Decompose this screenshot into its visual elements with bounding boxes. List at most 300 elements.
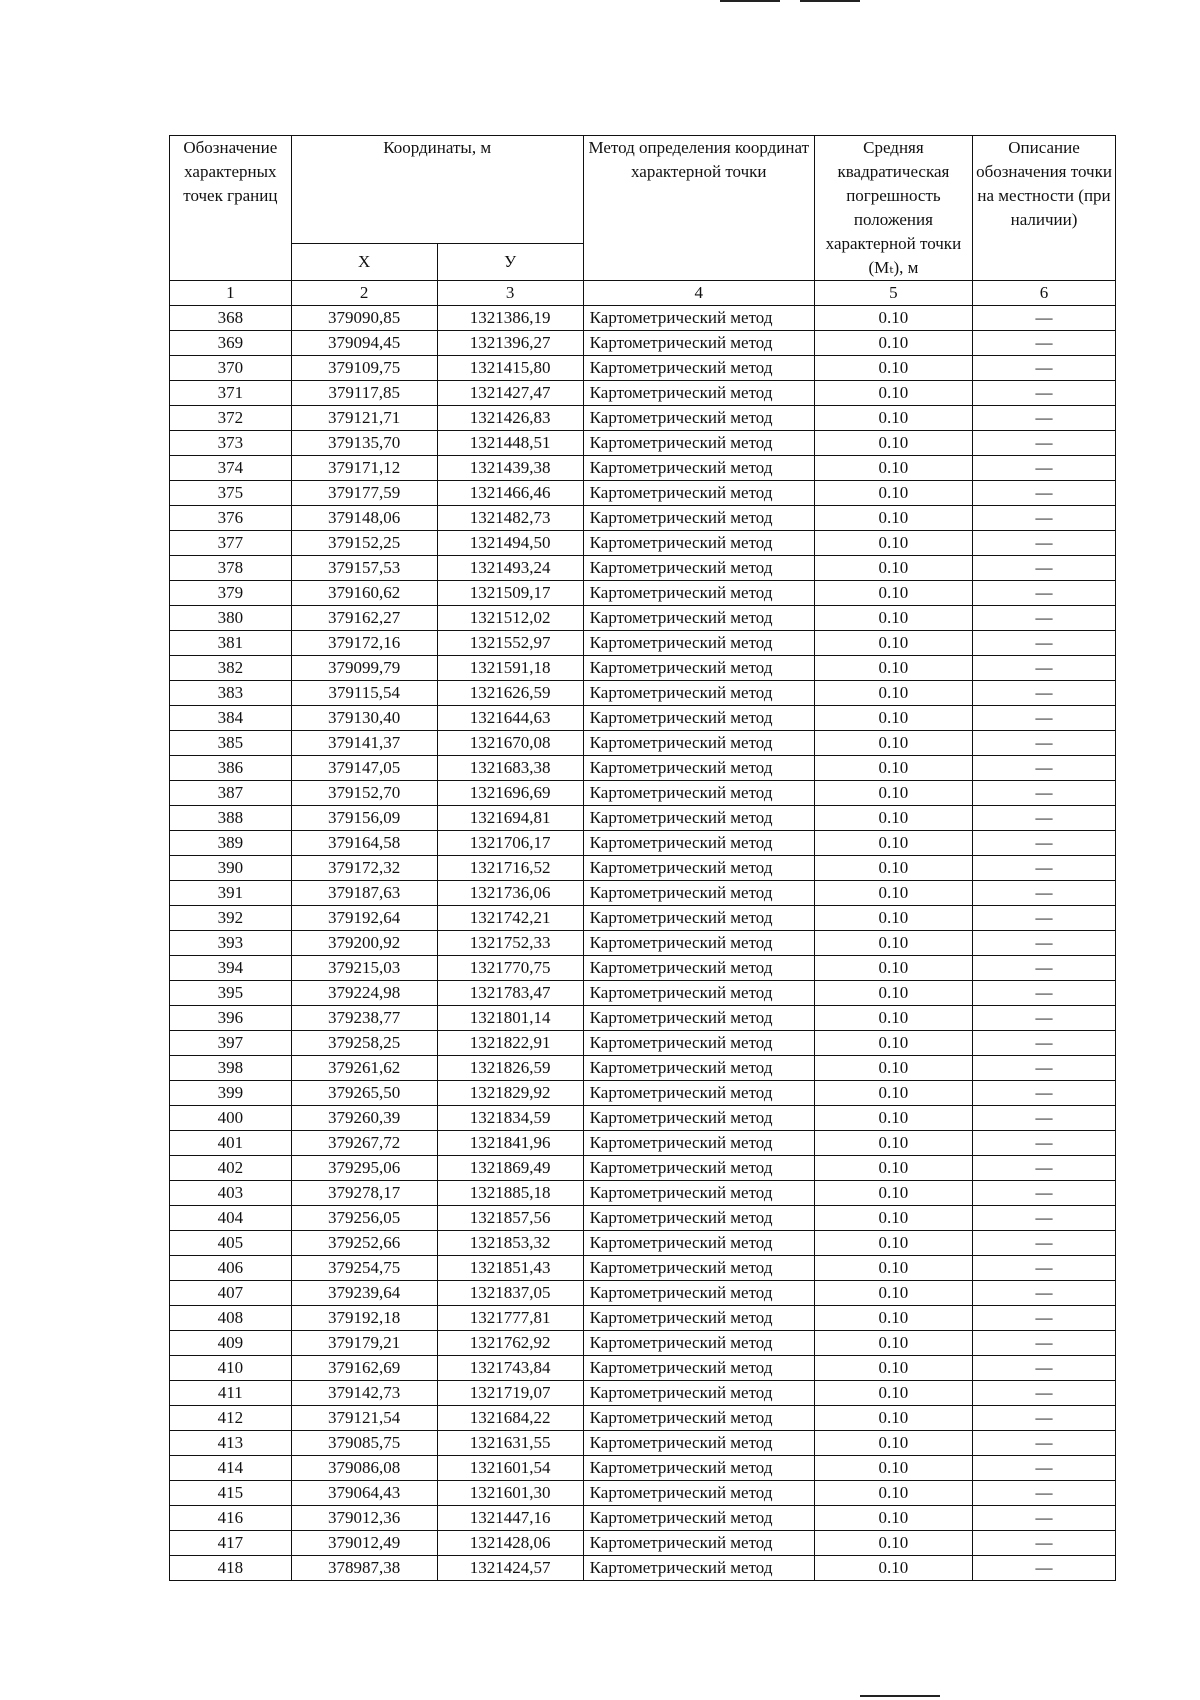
error-cell: 0.10 [814,381,972,406]
table-row [170,331,1116,356]
y-coordinate-cell: 1321696,69 [437,781,583,806]
table-row [170,1406,1116,1431]
x-coordinate-cell: 379109,75 [291,356,437,381]
x-coordinate-cell: 379261,62 [291,1056,437,1081]
x-coordinate-cell: 379177,59 [291,481,437,506]
description-cell: — [973,531,1116,556]
description-cell: — [973,981,1116,1006]
x-coordinate-cell: 379135,70 [291,431,437,456]
table-row [170,1081,1116,1106]
table-row [170,1031,1116,1056]
description-cell: — [973,331,1116,356]
table-row [170,1506,1116,1531]
description-cell: — [973,631,1116,656]
error-cell: 0.10 [814,506,972,531]
y-coordinate-cell: 1321670,08 [437,731,583,756]
y-coordinate-cell: 1321683,38 [437,756,583,781]
error-cell: 0.10 [814,431,972,456]
table-row [170,681,1116,706]
x-coordinate-cell: 379256,05 [291,1206,437,1231]
point-cell: 379 [170,581,292,606]
table-row [170,1206,1116,1231]
description-cell: — [973,506,1116,531]
x-coordinate-cell: 379295,06 [291,1156,437,1181]
y-coordinate-cell: 1321631,55 [437,1431,583,1456]
table-row [170,1456,1116,1481]
description-cell: — [973,606,1116,631]
description-cell: — [973,1556,1116,1581]
table-row [170,1381,1116,1406]
point-cell: 389 [170,831,292,856]
x-coordinate-cell: 379200,92 [291,931,437,956]
point-cell: 399 [170,1081,292,1106]
method-cell: Картометрический метод [583,431,814,456]
description-cell: — [973,431,1116,456]
x-coordinate-cell: 379152,70 [291,781,437,806]
point-cell: 377 [170,531,292,556]
error-cell: 0.10 [814,1081,972,1106]
table-header [170,136,1116,306]
error-cell: 0.10 [814,1031,972,1056]
point-cell: 415 [170,1481,292,1506]
error-cell: 0.10 [814,706,972,731]
point-cell: 371 [170,381,292,406]
x-coordinate-cell: 379162,69 [291,1356,437,1381]
x-coordinate-cell: 379172,16 [291,631,437,656]
error-cell: 0.10 [814,1156,972,1181]
x-coordinate-cell: 379215,03 [291,956,437,981]
method-cell: Картометрический метод [583,781,814,806]
y-coordinate-cell: 1321851,43 [437,1256,583,1281]
table-body [170,306,1116,1581]
error-cell: 0.10 [814,1331,972,1356]
x-coordinate-cell: 379252,66 [291,1231,437,1256]
table-row [170,1106,1116,1131]
description-cell: — [973,481,1116,506]
table-row [170,1006,1116,1031]
method-cell: Картометрический метод [583,1456,814,1481]
table-row [170,931,1116,956]
error-cell: 0.10 [814,1206,972,1231]
point-cell: 378 [170,556,292,581]
x-coordinate-cell: 379142,73 [291,1381,437,1406]
description-cell: — [973,1456,1116,1481]
x-coordinate-cell: 379147,05 [291,756,437,781]
description-cell: — [973,1356,1116,1381]
point-cell: 382 [170,656,292,681]
header-x: Х [291,243,437,280]
error-cell: 0.10 [814,556,972,581]
error-cell: 0.10 [814,856,972,881]
error-cell: 0.10 [814,781,972,806]
y-coordinate-cell: 1321644,63 [437,706,583,731]
error-cell: 0.10 [814,981,972,1006]
error-cell: 0.10 [814,1106,972,1131]
point-cell: 394 [170,956,292,981]
method-cell: Картометрический метод [583,1156,814,1181]
scan-edge-mark [800,0,860,2]
table-row [170,1156,1116,1181]
error-cell: 0.10 [814,1006,972,1031]
x-coordinate-cell: 379172,32 [291,856,437,881]
description-cell: — [973,1281,1116,1306]
error-cell: 0.10 [814,631,972,656]
table-row [170,856,1116,881]
method-cell: Картометрический метод [583,856,814,881]
point-cell: 406 [170,1256,292,1281]
method-cell: Картометрический метод [583,1231,814,1256]
method-cell: Картометрический метод [583,681,814,706]
point-cell: 393 [170,931,292,956]
x-coordinate-cell: 379086,08 [291,1456,437,1481]
y-coordinate-cell: 1321837,05 [437,1281,583,1306]
error-cell: 0.10 [814,306,972,331]
table-row [170,406,1116,431]
description-cell: — [973,356,1116,381]
error-cell: 0.10 [814,681,972,706]
x-coordinate-cell: 379094,45 [291,331,437,356]
x-coordinate-cell: 379254,75 [291,1256,437,1281]
point-cell: 418 [170,1556,292,1581]
description-cell: — [973,1056,1116,1081]
column-number: 1 [170,281,292,306]
method-cell: Картометрический метод [583,881,814,906]
method-cell: Картометрический метод [583,506,814,531]
column-number-row [170,281,1116,306]
table-row [170,431,1116,456]
error-cell: 0.10 [814,1281,972,1306]
point-cell: 391 [170,881,292,906]
error-cell: 0.10 [814,1381,972,1406]
table-row [170,881,1116,906]
y-coordinate-cell: 1321424,57 [437,1556,583,1581]
point-cell: 374 [170,456,292,481]
point-cell: 400 [170,1106,292,1131]
x-coordinate-cell: 379012,36 [291,1506,437,1531]
method-cell: Картометрический метод [583,1356,814,1381]
table-row [170,531,1116,556]
point-cell: 397 [170,1031,292,1056]
point-cell: 396 [170,1006,292,1031]
table-row [170,906,1116,931]
description-cell: — [973,1156,1116,1181]
y-coordinate-cell: 1321783,47 [437,981,583,1006]
column-number: 3 [437,281,583,306]
table-row [170,831,1116,856]
method-cell: Картометрический метод [583,1281,814,1306]
method-cell: Картометрический метод [583,1406,814,1431]
error-cell: 0.10 [814,581,972,606]
method-cell: Картометрический метод [583,381,814,406]
table-row [170,706,1116,731]
y-coordinate-cell: 1321736,06 [437,881,583,906]
x-coordinate-cell: 379085,75 [291,1431,437,1456]
error-cell: 0.10 [814,1231,972,1256]
y-coordinate-cell: 1321762,92 [437,1331,583,1356]
point-cell: 373 [170,431,292,456]
method-cell: Картометрический метод [583,1331,814,1356]
description-cell: — [973,406,1116,431]
description-cell: — [973,1031,1116,1056]
x-coordinate-cell: 379064,43 [291,1481,437,1506]
description-cell: — [973,1081,1116,1106]
description-cell: — [973,806,1116,831]
description-cell: — [973,1331,1116,1356]
description-cell: — [973,1381,1116,1406]
column-number: 5 [814,281,972,306]
y-coordinate-cell: 1321706,17 [437,831,583,856]
x-coordinate-cell: 379258,25 [291,1031,437,1056]
table-row [170,381,1116,406]
description-cell: — [973,756,1116,781]
error-cell: 0.10 [814,1531,972,1556]
x-coordinate-cell: 379278,17 [291,1181,437,1206]
table-row [170,1256,1116,1281]
method-cell: Картометрический метод [583,1056,814,1081]
method-cell: Картометрический метод [583,1256,814,1281]
header-description: Описание обозначения точки на местности (при наличии) [973,136,1116,281]
column-number: 6 [973,281,1116,306]
error-cell: 0.10 [814,806,972,831]
method-cell: Картометрический метод [583,1506,814,1531]
description-cell: — [973,931,1116,956]
table-row [170,1306,1116,1331]
y-coordinate-cell: 1321834,59 [437,1106,583,1131]
method-cell: Картометрический метод [583,806,814,831]
method-cell: Картометрический метод [583,331,814,356]
y-coordinate-cell: 1321415,80 [437,356,583,381]
method-cell: Картометрический метод [583,556,814,581]
table-row [170,631,1116,656]
description-cell: — [973,456,1116,481]
table-row [170,1556,1116,1581]
point-cell: 375 [170,481,292,506]
y-coordinate-cell: 1321822,91 [437,1031,583,1056]
point-cell: 372 [170,406,292,431]
y-coordinate-cell: 1321601,30 [437,1481,583,1506]
method-cell: Картометрический метод [583,606,814,631]
y-coordinate-cell: 1321752,33 [437,931,583,956]
description-cell: — [973,956,1116,981]
header-method: Метод определения координат характерной точки [583,136,814,281]
x-coordinate-cell: 379152,25 [291,531,437,556]
x-coordinate-cell: 379179,21 [291,1331,437,1356]
method-cell: Картометрический метод [583,456,814,481]
description-cell: — [973,1506,1116,1531]
y-coordinate-cell: 1321626,59 [437,681,583,706]
column-number: 2 [291,281,437,306]
table-row [170,1431,1116,1456]
method-cell: Картометрический метод [583,1106,814,1131]
description-cell: — [973,1231,1116,1256]
method-cell: Картометрический метод [583,631,814,656]
method-cell: Картометрический метод [583,1531,814,1556]
table-row [170,956,1116,981]
error-cell: 0.10 [814,906,972,931]
x-coordinate-cell: 379239,64 [291,1281,437,1306]
point-cell: 383 [170,681,292,706]
x-coordinate-cell: 379162,27 [291,606,437,631]
column-number: 4 [583,281,814,306]
point-cell: 368 [170,306,292,331]
table-row [170,606,1116,631]
description-cell: — [973,1306,1116,1331]
point-cell: 388 [170,806,292,831]
x-coordinate-cell: 379090,85 [291,306,437,331]
point-cell: 370 [170,356,292,381]
y-coordinate-cell: 1321684,22 [437,1406,583,1431]
y-coordinate-cell: 1321801,14 [437,1006,583,1031]
y-coordinate-cell: 1321853,32 [437,1231,583,1256]
table-row [170,731,1116,756]
point-cell: 392 [170,906,292,931]
description-cell: — [973,1431,1116,1456]
error-cell: 0.10 [814,1356,972,1381]
table-row [170,481,1116,506]
y-coordinate-cell: 1321482,73 [437,506,583,531]
point-cell: 413 [170,1431,292,1456]
description-cell: — [973,906,1116,931]
method-cell: Картометрический метод [583,981,814,1006]
table-row [170,781,1116,806]
description-cell: — [973,781,1116,806]
header-coordinates: Координаты, м [291,136,583,244]
description-cell: — [973,381,1116,406]
table-row [170,981,1116,1006]
table-row [170,756,1116,781]
y-coordinate-cell: 1321777,81 [437,1306,583,1331]
y-coordinate-cell: 1321829,92 [437,1081,583,1106]
method-cell: Картометрический метод [583,481,814,506]
error-cell: 0.10 [814,531,972,556]
description-cell: — [973,881,1116,906]
table-row [170,1481,1116,1506]
point-cell: 405 [170,1231,292,1256]
method-cell: Картометрический метод [583,1131,814,1156]
error-cell: 0.10 [814,956,972,981]
point-cell: 376 [170,506,292,531]
x-coordinate-cell: 379130,40 [291,706,437,731]
point-cell: 385 [170,731,292,756]
description-cell: — [973,1181,1116,1206]
point-cell: 395 [170,981,292,1006]
point-cell: 402 [170,1156,292,1181]
x-coordinate-cell: 379115,54 [291,681,437,706]
error-cell: 0.10 [814,1056,972,1081]
x-coordinate-cell: 379121,54 [291,1406,437,1431]
method-cell: Картометрический метод [583,356,814,381]
table-row [170,556,1116,581]
x-coordinate-cell: 379238,77 [291,1006,437,1031]
x-coordinate-cell: 379157,53 [291,556,437,581]
point-cell: 409 [170,1331,292,1356]
y-coordinate-cell: 1321841,96 [437,1131,583,1156]
x-coordinate-cell: 379187,63 [291,881,437,906]
error-cell: 0.10 [814,1256,972,1281]
error-cell: 0.10 [814,356,972,381]
y-coordinate-cell: 1321466,46 [437,481,583,506]
x-coordinate-cell: 379224,98 [291,981,437,1006]
method-cell: Картометрический метод [583,656,814,681]
description-cell: — [973,831,1116,856]
table-row [170,581,1116,606]
point-cell: 416 [170,1506,292,1531]
error-cell: 0.10 [814,1481,972,1506]
error-cell: 0.10 [814,1431,972,1456]
y-coordinate-cell: 1321512,02 [437,606,583,631]
header-point-designation: Обозначение характерных точек границ [170,136,292,281]
scan-edge-mark [720,0,780,2]
point-cell: 408 [170,1306,292,1331]
error-cell: 0.10 [814,1456,972,1481]
method-cell: Картометрический метод [583,1206,814,1231]
point-cell: 390 [170,856,292,881]
description-cell: — [973,306,1116,331]
error-cell: 0.10 [814,606,972,631]
table-row [170,1181,1116,1206]
y-coordinate-cell: 1321742,21 [437,906,583,931]
description-cell: — [973,1406,1116,1431]
y-coordinate-cell: 1321448,51 [437,431,583,456]
point-cell: 407 [170,1281,292,1306]
scan-edge-mark [860,1695,940,1697]
description-cell: — [973,656,1116,681]
point-cell: 384 [170,706,292,731]
point-cell: 404 [170,1206,292,1231]
error-cell: 0.10 [814,1406,972,1431]
x-coordinate-cell: 379160,62 [291,581,437,606]
description-cell: — [973,1131,1116,1156]
header-y: У [437,243,583,280]
x-coordinate-cell: 378987,38 [291,1556,437,1581]
method-cell: Картометрический метод [583,306,814,331]
x-coordinate-cell: 379117,85 [291,381,437,406]
description-cell: — [973,1256,1116,1281]
error-cell: 0.10 [814,881,972,906]
y-coordinate-cell: 1321591,18 [437,656,583,681]
description-cell: — [973,1006,1116,1031]
y-coordinate-cell: 1321601,54 [437,1456,583,1481]
point-cell: 401 [170,1131,292,1156]
x-coordinate-cell: 379121,71 [291,406,437,431]
table-row [170,1056,1116,1081]
method-cell: Картометрический метод [583,706,814,731]
y-coordinate-cell: 1321396,27 [437,331,583,356]
y-coordinate-cell: 1321694,81 [437,806,583,831]
error-cell: 0.10 [814,831,972,856]
table-row [170,356,1116,381]
y-coordinate-cell: 1321869,49 [437,1156,583,1181]
description-cell: — [973,581,1116,606]
x-coordinate-cell: 379164,58 [291,831,437,856]
y-coordinate-cell: 1321447,16 [437,1506,583,1531]
error-cell: 0.10 [814,1556,972,1581]
y-coordinate-cell: 1321885,18 [437,1181,583,1206]
point-cell: 410 [170,1356,292,1381]
description-cell: — [973,731,1116,756]
table-row [170,806,1116,831]
point-cell: 411 [170,1381,292,1406]
table-row [170,1331,1116,1356]
method-cell: Картометрический метод [583,531,814,556]
x-coordinate-cell: 379192,18 [291,1306,437,1331]
x-coordinate-cell: 379156,09 [291,806,437,831]
method-cell: Картометрический метод [583,1431,814,1456]
x-coordinate-cell: 379260,39 [291,1106,437,1131]
point-cell: 398 [170,1056,292,1081]
error-cell: 0.10 [814,1506,972,1531]
method-cell: Картометрический метод [583,1081,814,1106]
